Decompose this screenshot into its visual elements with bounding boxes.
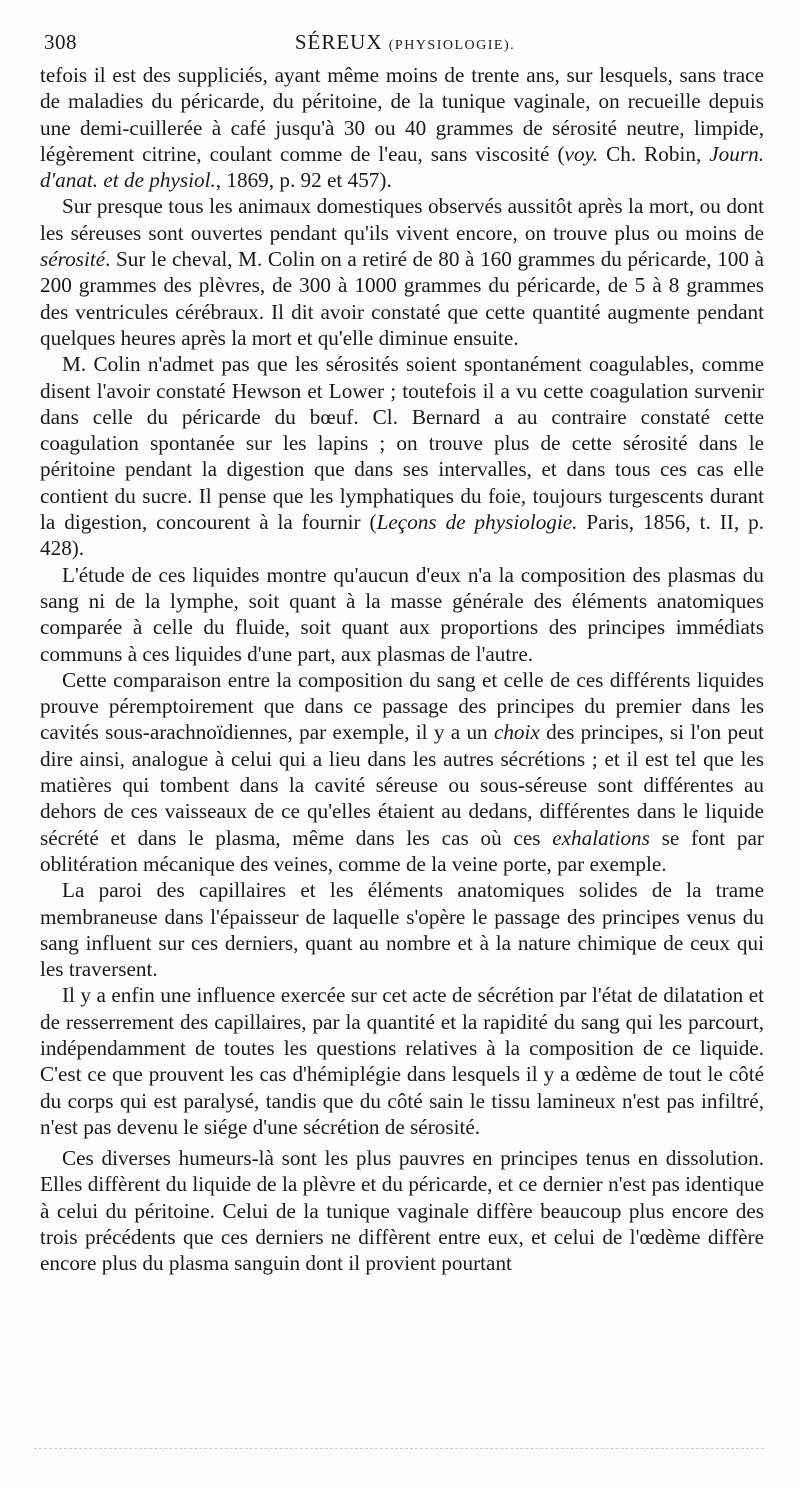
text-run: Ces diverses humeurs-là sont les plus pauvres en principes tenus en dissolution. Elles diffèrent du liquide de la plèvre et du péricarde, et ce dernier n'est pas identique à celui du péritoine. Celui de la tunique vaginale diffère beaucoup plus encore des trois précédents que ces derniers ne diffèrent entre eux, et celui de l'œdème diffère encore plus du plasma sanguin dont il provient pourtant: [40, 1146, 764, 1276]
page-number: 308: [44, 30, 77, 54]
text-run: L'étude de ces liquides montre qu'aucun d'eux n'a la composition des plasmas du sang ni de la lymphe, soit quant à la masse générale des éléments anatomiques comparée à celle du fluide, soit quant aux proportions des principes immédiats communs à ces liquides d'une part, aux plasmas de l'autre.: [40, 562, 764, 666]
page-header: [44, 30, 766, 60]
italic-text: Leçons de physiologie.: [376, 510, 578, 535]
paragraph: [40, 982, 764, 1140]
italic-text: choix: [493, 720, 540, 745]
text-run: . Sur le cheval, M. Colin on a retiré de 80 à 160 grammes du péricarde, 100 à 200 grammes des plèvres, de 300 à 1000 grammes du péricarde, de 5 à 8 grammes des ventricules cérébraux. Il dit avoir constaté que cette quantité augmente pendant quelques heures après la mort et qu'elle diminue ensuite.: [40, 247, 764, 350]
italic-text: sérosité: [40, 247, 106, 272]
text-run: Paris, 1856, t. II, p. 428).: [40, 510, 764, 561]
paragraph: [40, 877, 764, 982]
text-run: des principes, si l'on peut dire ainsi, analogue à celui qui a lieu dans les autres sécrétions ; et il est tel que les matières qui tombent dans la cavité séreuse ou sous-séreuse sont différentes au dehors de ces vaisseaux de ce qu'elles étaient au dedans, différentes dans le liquide sécrété et dans le plasma, même dans les cas où ces: [40, 720, 764, 850]
text-run: Il y a enfin une influence exercée sur cet acte de sécrétion par l'état de dilatation et de resserrement des capillaires, par la quantité et la rapidité du sang qui les parcourt, indépendamment de toutes les questions relatives à la composition de ce liquide. C'est ce que prouvent les cas d'hémiplégie dans lesquels il y a œdème de tout le côté du corps qui est paralysé, tandis que du côté sain le tissu lamineux n'est pas infiltré, n'est pas devenu le siége d'une sécrétion de sérosité.: [40, 983, 764, 1139]
text-run: M. Colin n'admet pas que les sérosités soient spontanément coagulables, comme disent l'avoir constaté Hewson et Lower ; toutefois il a vu cette coagulation survenir dans celle du péricarde du bœuf. Cl. Bernard a au contraire constaté cette coagulation spontanée sur les lapins ; on trouve plus de cette sérosité dans le péritoine pendant la digestion que dans ses intervalles, et dans tous ces cas elle contient du sucre. Il pense que les lymphatiques du foie, toujours turgescents durant la digestion, concourent à la fournir (: [40, 352, 764, 535]
text-run: Sur presque tous les animaux domestiques observés aussitôt après la mort, ou dont les séreuses sont ouvertes pendant qu'ils vivent encore, on trouve plus ou moins de: [40, 194, 764, 245]
text-run: La paroi des capillaires et les éléments anatomiques solides de la trame membraneuse dans l'épaisseur de laquelle s'opère le passage des principes venus du sang influent sur ces derniers, quant au nombre et à la nature chimique de ceux qui les traversent.: [40, 878, 764, 982]
paragraph: [40, 1145, 764, 1276]
paragraph: [40, 193, 764, 351]
italic-text: Journ. d'anat. et de physiol.: [40, 141, 765, 193]
running-head: [44, 30, 766, 55]
footer-rule: [34, 1448, 764, 1449]
paragraph: [40, 667, 764, 877]
text-run: , 1869, p. 92 et 457).: [215, 168, 392, 193]
paragraph: [40, 351, 764, 561]
text-run: Ch. Robin,: [598, 141, 710, 166]
running-head-title: SÉREUX: [294, 30, 383, 54]
text-run: tefois il est des suppliciés, ayant même moins de trente ans, sur lesquels, sans trace de maladies du péricarde, du péritoine, de la tunique vaginale, on recueille depuis une demi-cuillerée à café jusqu'à 30 ou 40 grammes de sérosité neutre, limpide, légèrement citrine, coulant comme de l'eau, sans viscosité (: [40, 63, 764, 166]
body-text: [40, 62, 764, 1277]
paragraph: [40, 562, 764, 667]
italic-text: exhalations: [552, 825, 650, 850]
italic-text: voy.: [564, 141, 599, 166]
text-run: Cette comparaison entre la composition du sang et celle de ces différents liquides prouve péremptoirement que dans ce passage des principes du premier dans les cavités sous-arachnoïdiennes, par exemple, il y a un: [40, 667, 764, 745]
running-head-subtitle: (PHYSIOLOGIE).: [388, 38, 516, 53]
paragraph: [40, 62, 764, 193]
text-run: se font par oblitération mécanique des veines, comme de la veine porte, par exemple.: [40, 825, 764, 876]
